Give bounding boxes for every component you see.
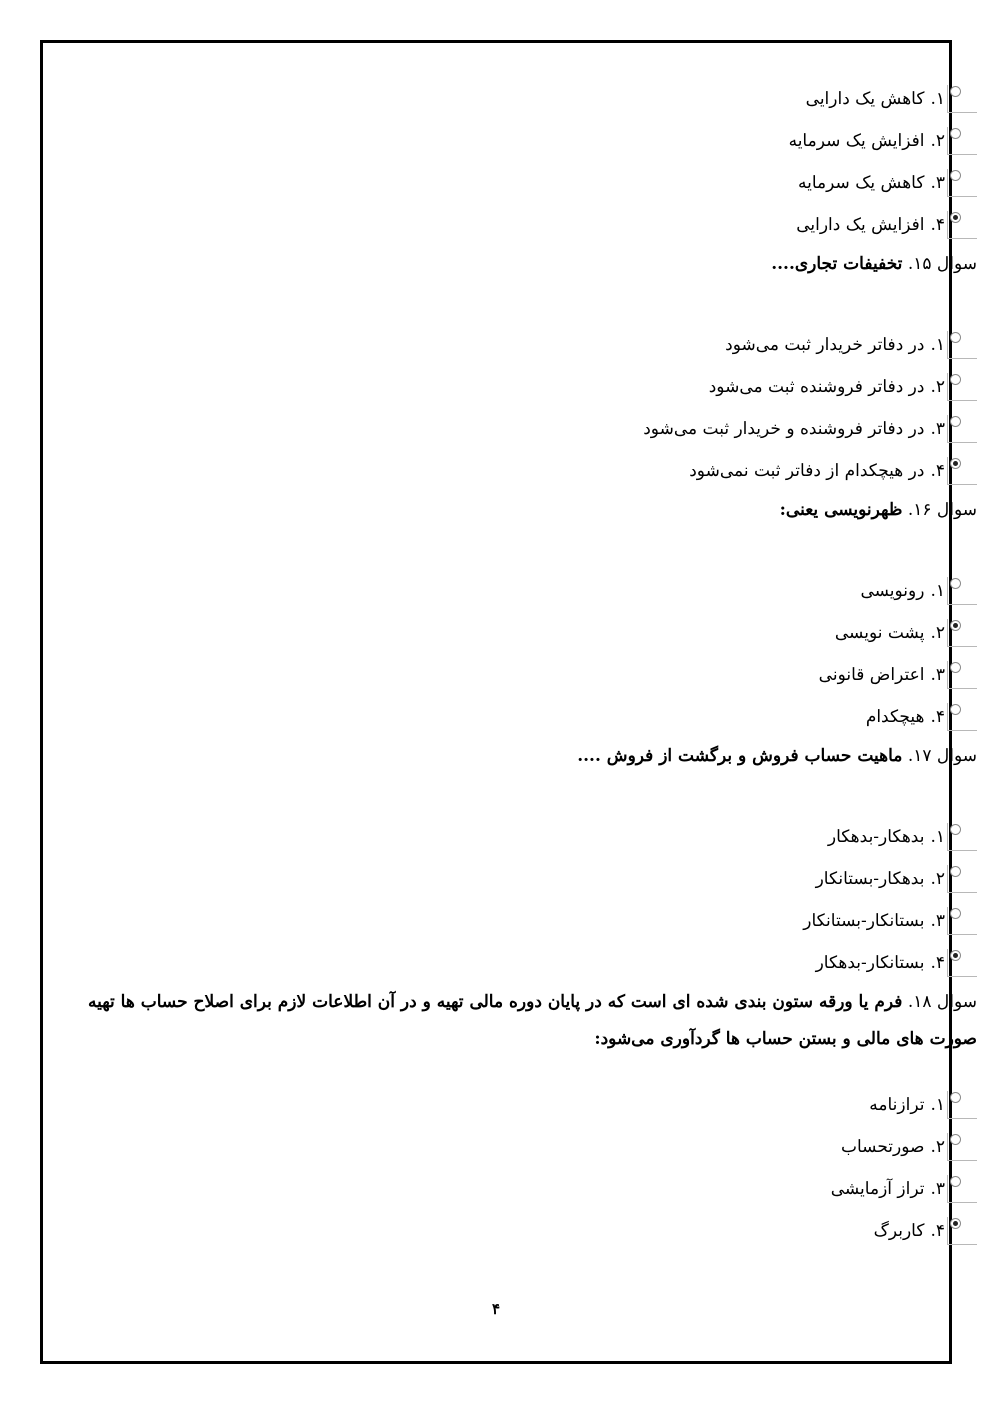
option-number: ۳. — [930, 173, 945, 193]
option-number: ۲. — [930, 377, 945, 397]
option-4[interactable] — [40, 450, 977, 492]
option-number: ۱. — [930, 335, 945, 355]
question-number: سوال ۱۵. — [907, 254, 977, 274]
radio-button[interactable] — [947, 331, 977, 359]
question-16 — [40, 492, 977, 570]
radio-button[interactable] — [947, 661, 977, 689]
option-4[interactable] — [40, 204, 977, 246]
option-number: ۴. — [930, 215, 945, 235]
radio-button[interactable] — [947, 127, 977, 155]
option-label: هیچکدام — [865, 707, 925, 727]
answer-options — [40, 1084, 977, 1252]
radio-checked-icon — [950, 212, 961, 223]
radio-checked-icon — [950, 950, 961, 961]
radio-icon — [950, 374, 961, 385]
radio-checked-icon — [950, 458, 961, 469]
radio-icon — [950, 1176, 961, 1187]
page-number: ۴ — [491, 1300, 501, 1318]
option-1[interactable] — [40, 78, 977, 120]
option-label: صورتحساب — [840, 1137, 925, 1157]
option-1[interactable] — [40, 816, 977, 858]
option-3[interactable] — [40, 900, 977, 942]
radio-checked-icon — [950, 1218, 961, 1229]
radio-button[interactable] — [947, 577, 977, 605]
option-3[interactable] — [40, 408, 977, 450]
question-15 — [40, 246, 977, 324]
question-text: فرم یا ورقه ستون بندی شده ای است که در پایان دوره مالی تهیه و در آن اطلاعات لازم برای اصلاح حساب ها تهیه صورت های مالی و بستن حساب ها گردآوری می‌شود: — [87, 992, 977, 1049]
radio-icon — [950, 128, 961, 139]
radio-icon — [950, 908, 961, 919]
radio-icon — [950, 86, 961, 97]
option-label: افزایش یک دارایی — [796, 215, 925, 235]
radio-checked-icon — [950, 620, 961, 631]
option-3[interactable] — [40, 162, 977, 204]
option-4[interactable] — [40, 1210, 977, 1252]
radio-button[interactable] — [947, 619, 977, 647]
question-number: سوال ۱۸. — [907, 992, 977, 1012]
option-number: ۴. — [930, 953, 945, 973]
option-label: کاهش یک سرمایه — [798, 173, 925, 193]
option-number: ۲. — [930, 869, 945, 889]
option-4[interactable] — [40, 696, 977, 738]
option-label: در دفاتر خریدار ثبت می‌شود — [725, 335, 925, 355]
option-3[interactable] — [40, 1168, 977, 1210]
question-text: ماهیت حساب فروش و برگشت از فروش .... — [577, 746, 903, 766]
option-number: ۴. — [930, 461, 945, 481]
radio-icon — [950, 704, 961, 715]
option-label: تراز آزمایشی — [830, 1179, 925, 1199]
question-text: تخفیفات تجاری.... — [771, 254, 903, 274]
option-label: اعتراض قانونی — [818, 665, 925, 685]
question-18 — [40, 984, 977, 1084]
option-2[interactable] — [40, 366, 977, 408]
option-number: ۱. — [930, 827, 945, 847]
radio-icon — [950, 1092, 961, 1103]
option-label: در دفاتر فروشنده ثبت می‌شود — [708, 377, 925, 397]
option-number: ۳. — [930, 1179, 945, 1199]
option-number: ۱. — [930, 1095, 945, 1115]
option-label: پشت نویسی — [834, 623, 925, 643]
radio-button[interactable] — [947, 373, 977, 401]
radio-icon — [950, 170, 961, 181]
option-number: ۳. — [930, 419, 945, 439]
option-number: ۲. — [930, 1137, 945, 1157]
option-label: افزایش یک سرمایه — [788, 131, 925, 151]
option-label: کاربرگ — [873, 1221, 925, 1241]
option-number: ۳. — [930, 911, 945, 931]
option-label: بستانکار-بدهکار — [815, 953, 925, 973]
radio-button[interactable] — [947, 457, 977, 485]
option-label: بدهکار-بدهکار — [827, 827, 925, 847]
option-label: بستانکار-بستانکار — [803, 911, 925, 931]
option-2[interactable] — [40, 858, 977, 900]
option-4[interactable] — [40, 942, 977, 984]
radio-icon — [950, 1134, 961, 1145]
radio-button[interactable] — [947, 703, 977, 731]
option-1[interactable] — [40, 324, 977, 366]
answer-options — [40, 324, 977, 492]
radio-button[interactable] — [947, 823, 977, 851]
radio-icon — [950, 332, 961, 343]
question-number: سوال ۱۷. — [907, 746, 977, 766]
answer-options — [40, 570, 977, 738]
option-number: ۴. — [930, 1221, 945, 1241]
question-17 — [40, 738, 977, 816]
option-number: ۳. — [930, 665, 945, 685]
option-number: ۱. — [930, 581, 945, 601]
answer-options — [40, 78, 977, 246]
option-number: ۴. — [930, 707, 945, 727]
option-label: بدهکار-بستانکار — [815, 869, 925, 889]
radio-button[interactable] — [947, 415, 977, 443]
option-label: در هیچکدام از دفاتر ثبت نمی‌شود — [689, 461, 925, 481]
radio-button[interactable] — [947, 949, 977, 977]
answer-options — [40, 816, 977, 984]
option-2[interactable] — [40, 120, 977, 162]
radio-icon — [950, 416, 961, 427]
radio-icon — [950, 578, 961, 589]
radio-button[interactable] — [947, 907, 977, 935]
radio-button[interactable] — [947, 211, 977, 239]
radio-button[interactable] — [947, 85, 977, 113]
radio-icon — [950, 662, 961, 673]
option-1[interactable] — [40, 1084, 977, 1126]
radio-button[interactable] — [947, 1175, 977, 1203]
radio-icon — [950, 866, 961, 877]
question-text: ظهرنویسی یعنی: — [779, 500, 903, 520]
option-number: ۲. — [930, 623, 945, 643]
option-2[interactable] — [40, 1126, 977, 1168]
quiz-content — [40, 78, 977, 1252]
option-label: در دفاتر فروشنده و خریدار ثبت می‌شود — [643, 419, 925, 439]
option-1[interactable] — [40, 570, 977, 612]
option-number: ۲. — [930, 131, 945, 151]
radio-button[interactable] — [947, 1091, 977, 1119]
option-2[interactable] — [40, 612, 977, 654]
radio-button[interactable] — [947, 1217, 977, 1245]
option-number: ۱. — [930, 89, 945, 109]
option-label: کاهش یک دارایی — [805, 89, 925, 109]
option-label: ترازنامه — [869, 1095, 925, 1115]
radio-button[interactable] — [947, 1133, 977, 1161]
radio-button[interactable] — [947, 865, 977, 893]
option-3[interactable] — [40, 654, 977, 696]
question-number: سوال ۱۶. — [907, 500, 977, 520]
radio-button[interactable] — [947, 169, 977, 197]
option-label: رونویسی — [860, 581, 925, 601]
radio-icon — [950, 824, 961, 835]
